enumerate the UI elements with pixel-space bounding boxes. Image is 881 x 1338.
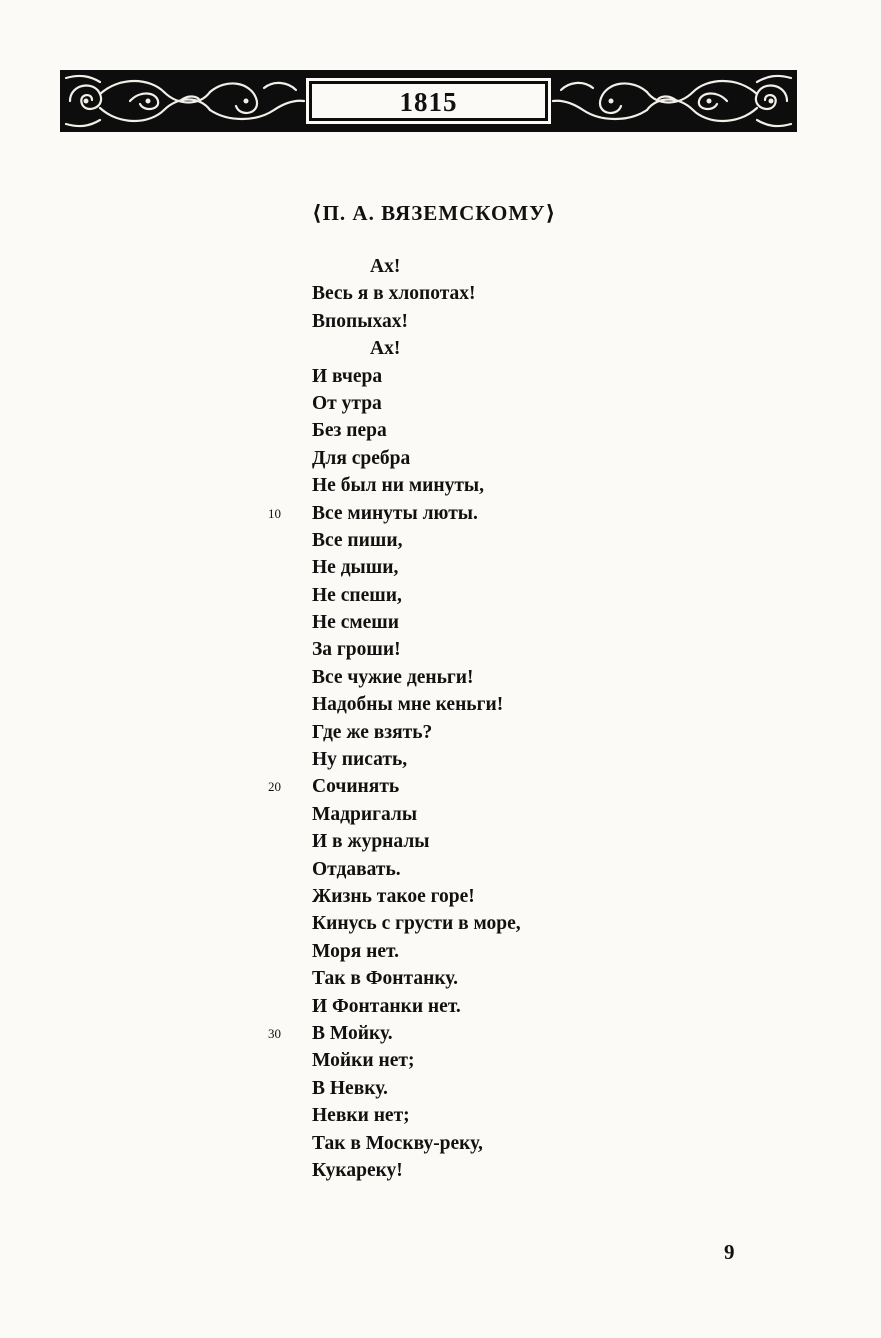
poem-line (312, 1102, 521, 1129)
poem-line-text: Весь я в хлопотах! (312, 283, 476, 305)
poem-line (312, 883, 521, 910)
poem-line-text: Ах! (370, 338, 401, 360)
poem-line (312, 335, 521, 362)
poem-line-text: В Невку. (312, 1077, 388, 1099)
poem-line (312, 691, 521, 718)
poem-line (312, 965, 521, 992)
line-number: 30 (268, 1025, 281, 1041)
poem-line-text: И Фонтанки нет. (312, 995, 461, 1017)
poem-line (312, 390, 521, 417)
poem-line-text: Ну писать, (312, 749, 408, 771)
poem-line-text: Кинусь с грусти в море, (312, 913, 521, 935)
poem-line (312, 445, 521, 472)
poem-line (312, 938, 521, 965)
poem-line (312, 664, 521, 691)
poem-line (312, 417, 521, 444)
poem-line-text: Для сребра (312, 447, 411, 469)
poem-line (312, 910, 521, 937)
poem-line-text: От утра (312, 392, 382, 414)
poem-line (312, 554, 521, 581)
poem-line-text: И вчера (312, 365, 383, 387)
poem-line-text: Без пера (312, 420, 387, 442)
poem-line-text: Кукареку! (312, 1159, 403, 1181)
ornament-right-icon (547, 70, 797, 132)
poem-line (268, 1020, 521, 1047)
poem-line (312, 1047, 521, 1074)
poem-line (312, 993, 521, 1020)
poem-line (268, 773, 521, 800)
poem-line-text: Где же взять? (312, 721, 433, 743)
poem-line-text: Мадригалы (312, 803, 418, 825)
poem-line (312, 746, 521, 773)
poem-line-text: В Мойку. (312, 1022, 393, 1044)
poem-line-text: Мойки нет; (312, 1050, 415, 1072)
poem-line (312, 1157, 521, 1184)
line-number: 10 (268, 505, 281, 521)
poem-line-text: Все пиши, (312, 529, 403, 551)
poem-line (312, 1130, 521, 1157)
year-heading: 1815 (399, 87, 458, 117)
page-number: 9 (724, 1240, 735, 1264)
poem-line (312, 856, 521, 883)
poem-body (268, 253, 521, 1184)
poem-line-text: Сочинять (312, 776, 400, 798)
poem-line-text: Так в Москву-реку, (312, 1132, 483, 1154)
poem-line-text: Не дыши, (312, 557, 399, 579)
poem-line (312, 1075, 521, 1102)
poem-line-text: И в журналы (312, 831, 430, 853)
poem-line-text: Жизнь такое горе! (312, 885, 475, 907)
poem-line-text: Отдавать. (312, 858, 401, 880)
ornament-left-icon (60, 70, 310, 132)
poem-line (312, 801, 521, 828)
year-banner (60, 70, 797, 132)
poem-line-text: Надобны мне кеньги! (312, 694, 504, 716)
poem-line-text: Все чужие деньги! (312, 666, 474, 688)
poem-line-text: Не смеши (312, 612, 399, 634)
poem-line (312, 527, 521, 554)
poem-line-text: Невки нет; (312, 1105, 410, 1127)
poem-line (312, 828, 521, 855)
poem-line-text: Не был ни минуты, (312, 475, 485, 497)
poem-line (312, 609, 521, 636)
poem-line (312, 280, 521, 307)
poem-line (312, 719, 521, 746)
poem-title: ⟨П. А. ВЯЗЕМСКОМУ⟩ (312, 201, 557, 225)
poem-line (312, 582, 521, 609)
year-box (306, 78, 551, 124)
poem-line-text: Ах! (370, 256, 401, 277)
poem-line (312, 636, 521, 663)
poem-line (312, 253, 521, 280)
poem-line (268, 500, 521, 527)
poem-line (312, 308, 521, 335)
poem-line-text: За гроши! (312, 639, 401, 661)
poem-line-text: Моря нет. (312, 940, 400, 962)
poem-line (312, 363, 521, 390)
poem-line-text: Не спеши, (312, 584, 402, 606)
poem-line-text: Впопыхах! (312, 310, 408, 332)
line-number: 20 (268, 779, 281, 795)
poem-line (312, 472, 521, 499)
poem-line-text: Все минуты люты. (312, 502, 478, 524)
poem-line-text: Так в Фонтанку. (312, 968, 458, 990)
